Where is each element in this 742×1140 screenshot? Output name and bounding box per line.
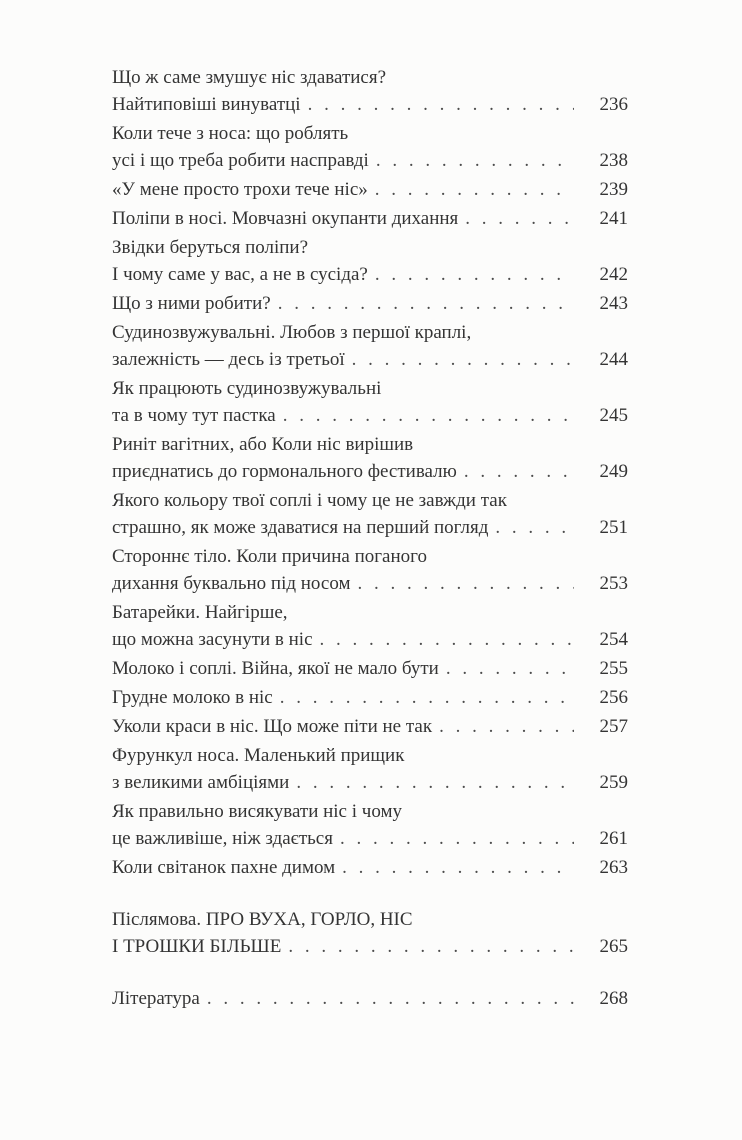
toc-entry xyxy=(112,319,628,373)
toc-entry-title-line: Молоко і соплі. Війна, якої не мало бути xyxy=(112,658,439,679)
toc-entry xyxy=(112,798,628,852)
toc-entry xyxy=(112,985,628,1012)
toc-entry xyxy=(112,120,628,174)
dot-leader xyxy=(320,626,574,653)
page-number: 243 xyxy=(599,293,628,314)
toc-entry xyxy=(112,906,628,960)
toc-entry-row xyxy=(112,854,628,881)
dot-leader xyxy=(207,985,574,1012)
page-number: 251 xyxy=(599,517,628,538)
toc-entry-row xyxy=(112,769,628,796)
toc-entry xyxy=(112,854,628,881)
dot-leader xyxy=(358,570,574,597)
toc-entry-title-line: Батарейки. Найгірше, xyxy=(112,602,288,623)
toc-entry-row xyxy=(112,205,628,232)
toc-entry-title-line: страшно, як може здаватися на перший погляд xyxy=(112,517,489,538)
toc-entry-row xyxy=(112,346,628,373)
toc-entry-row xyxy=(112,91,628,118)
toc-entry-row xyxy=(112,626,628,653)
toc-entry-title-line: Що ж саме змушує ніс здаватися? xyxy=(112,67,387,88)
toc-entry xyxy=(112,205,628,232)
toc-entry xyxy=(112,655,628,682)
dot-leader xyxy=(464,458,574,485)
toc-entry xyxy=(112,375,628,429)
toc-entry-title-line: Коли світанок пахне димом xyxy=(112,857,336,878)
toc-entry-title-line: Стороннє тіло. Коли причина поганого xyxy=(112,546,427,567)
toc-entry-title-line: І ТРОШКИ БІЛЬШЕ xyxy=(112,936,282,957)
page-number: 242 xyxy=(599,264,628,285)
page-number: 257 xyxy=(599,716,628,737)
page-number: 249 xyxy=(599,461,628,482)
toc-entry-row xyxy=(112,290,628,317)
dot-leader xyxy=(446,655,574,682)
toc-entry-title-line: Якого кольору твої соплі і чому це не завжди так xyxy=(112,490,507,511)
toc-entry-title-line: залежність — десь із третьої xyxy=(112,349,345,370)
toc-entry xyxy=(112,487,628,541)
toc-entry-title-line: це важливіше, ніж здається xyxy=(112,828,333,849)
toc-entry xyxy=(112,599,628,653)
dot-leader xyxy=(376,147,574,174)
dot-leader xyxy=(375,261,574,288)
toc-entry-title-line: та в чому тут пастка xyxy=(112,405,276,426)
toc-entry xyxy=(112,742,628,796)
toc-entry-row xyxy=(112,825,628,852)
page-number: 238 xyxy=(599,150,628,171)
page-number: 236 xyxy=(599,94,628,115)
toc-entry-title-line: з великими амбіціями xyxy=(112,772,290,793)
toc-entry-row xyxy=(112,176,628,203)
toc-entry-row xyxy=(112,570,628,597)
toc-entry xyxy=(112,713,628,740)
toc-entry xyxy=(112,684,628,711)
toc-entry xyxy=(112,176,628,203)
toc-entry-title-line: Як працюють судинозвужувальні xyxy=(112,378,382,399)
toc-entry-row xyxy=(112,985,628,1012)
dot-leader xyxy=(439,713,574,740)
toc-entry-title-line: Судинозвужувальні. Любов з першої краплі, xyxy=(112,322,472,343)
toc-entry-title-line: Як правильно висякувати ніс і чому xyxy=(112,801,402,822)
toc-entry-title-line: дихання буквально під носом xyxy=(112,573,351,594)
toc-entry xyxy=(112,234,628,288)
toc-entry-row xyxy=(112,713,628,740)
toc-entry-title-line: Грудне молоко в ніс xyxy=(112,687,273,708)
page-number: 241 xyxy=(599,208,628,229)
page-number: 261 xyxy=(599,828,628,849)
toc-entry-title-line: Уколи краси в ніс. Що може піти не так xyxy=(112,716,433,737)
toc-entry xyxy=(112,543,628,597)
table-of-contents xyxy=(112,64,628,1012)
page-number: 239 xyxy=(599,179,628,200)
dot-leader xyxy=(340,825,574,852)
toc-entry-title-line: Фурункул носа. Маленький прищик xyxy=(112,745,405,766)
toc-entry-row xyxy=(112,655,628,682)
dot-leader xyxy=(375,176,574,203)
toc-entry-row xyxy=(112,514,628,541)
toc-entry-title-line: Найтиповіші винуватці xyxy=(112,94,301,115)
page-number: 255 xyxy=(599,658,628,679)
toc-entry-title-line: Коли тече з носа: що роблять xyxy=(112,123,349,144)
toc-entry xyxy=(112,64,628,118)
page-number: 265 xyxy=(599,936,628,957)
toc-entry-title-line: Що з ними робити? xyxy=(112,293,271,314)
toc-entry-row xyxy=(112,147,628,174)
toc-entry-title-line: «У мене просто трохи тече ніс» xyxy=(112,179,368,200)
toc-entry-row xyxy=(112,458,628,485)
dot-leader xyxy=(288,933,574,960)
page-number: 259 xyxy=(599,772,628,793)
toc-entry-title-line: Поліпи в носі. Мовчазні окупанти дихання xyxy=(112,208,459,229)
page-number: 263 xyxy=(599,857,628,878)
dot-leader xyxy=(495,514,574,541)
toc-entry-title-line: Звідки беруться поліпи? xyxy=(112,237,309,258)
toc-entry xyxy=(112,290,628,317)
toc-entry-row xyxy=(112,402,628,429)
toc-entry-title-line: Література xyxy=(112,988,200,1009)
page-number: 244 xyxy=(599,349,628,370)
page-number: 268 xyxy=(599,988,628,1009)
toc-entry-title-line: Риніт вагітних, або Коли ніс вирішив xyxy=(112,434,414,455)
toc-entry-row xyxy=(112,684,628,711)
toc-entry-row xyxy=(112,261,628,288)
dot-leader xyxy=(280,684,574,711)
page-number: 256 xyxy=(599,687,628,708)
dot-leader xyxy=(283,402,574,429)
page-number: 245 xyxy=(599,405,628,426)
toc-entry-row xyxy=(112,933,628,960)
dot-leader xyxy=(296,769,574,796)
toc-entry-title-line: Післямова. ПРО ВУХА, ГОРЛО, НІС xyxy=(112,909,413,930)
toc-entry-title-line: І чому саме у вас, а не в сусіда? xyxy=(112,264,368,285)
toc-entry-title-line: що можна засунути в ніс xyxy=(112,629,313,650)
dot-leader xyxy=(342,854,574,881)
toc-entry-title-line: приєднатись до гормонального фестивалю xyxy=(112,461,457,482)
toc-entry-title-line: усі і що треба робити насправді xyxy=(112,150,369,171)
dot-leader xyxy=(308,91,574,118)
dot-leader xyxy=(465,205,574,232)
dot-leader xyxy=(278,290,574,317)
toc-entry xyxy=(112,431,628,485)
page-number: 253 xyxy=(599,573,628,594)
page-number: 254 xyxy=(599,629,628,650)
dot-leader xyxy=(352,346,574,373)
